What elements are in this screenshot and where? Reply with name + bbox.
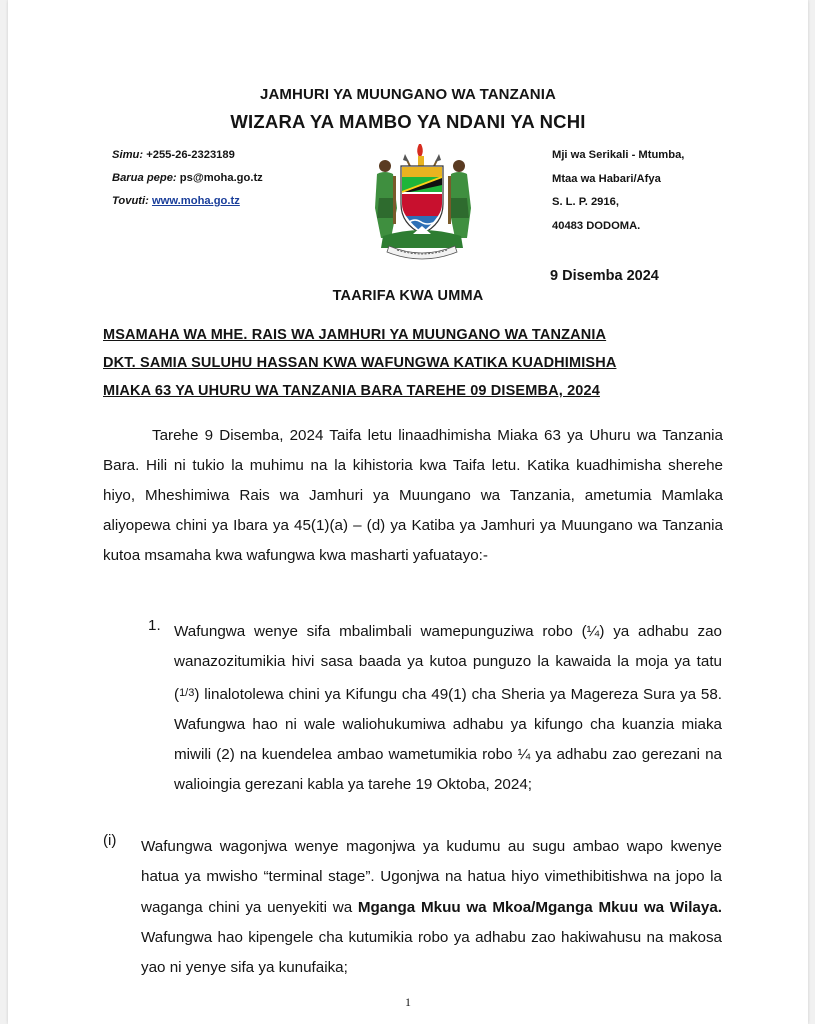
page-number: 1: [405, 995, 411, 1009]
republic-heading: JAMHURI YA MUUNGANO WA TANZANIA: [260, 86, 556, 103]
item-text: Wafungwa wenye sifa mbalimbali wamepunguziwa robo (¼) ya adhabu zao wanazozitumikia hivi sasa baada ya kutoa punguzo la kawaida la moja ya tatu (: [174, 623, 722, 703]
item-bold-text: Mganga Mkuu wa Mkoa/Mganga Mkuu wa Wilaya.: [357, 898, 722, 916]
item-text: ) linalotolewa chini ya Kifungu cha 49(1) cha Sheria ya Magereza Sura ya 58. Wafungwa hao ni wale waliohukumiwa adhabu ya kifungo cha kuanzia miaka miwili (2) na kuendelea ambao wametumikia robo ¼ ya adhabu zao gerezani na walioingia gerezani kabla ya tarehe 19 Oktoba, 2024;: [174, 685, 722, 794]
phone-label: Simu:: [112, 149, 144, 161]
address-line: Mji wa Serikali - Mtumba,: [552, 149, 685, 161]
email-line: [112, 167, 263, 190]
subject-line: DKT. SAMIA SULUHU HASSAN KWA WAFUNGWA KATIKA KUADHIMISHA: [103, 355, 617, 371]
document-page: [8, 0, 808, 1024]
list-item: [174, 617, 722, 801]
web-link[interactable]: www.moha.go.tz: [151, 195, 240, 207]
email-value[interactable]: ps@moha.go.tz: [179, 172, 263, 184]
subject-line: MIAKA 63 YA UHURU WA TANZANIA BARA TAREHE 09 DISEMBA, 2024: [103, 383, 600, 399]
item-text: Wafungwa wagonjwa wenye magonjwa ya kudumu au sugu ambao wapo kwenye hatua ya mwisho “terminal stage”. Ugonjwa na hatua hiyo vimethibitishwa na jopo la waganga chini ya uenyekiti wa: [141, 838, 722, 916]
subject-line: MSAMAHA WA MHE. RAIS WA JAMHURI YA MUUNGANO WA TANZANIA: [103, 327, 607, 343]
intro-paragraph: Tarehe 9 Disemba, 2024 Taifa letu linaadhimisha Miaka 63 ya Uhuru wa Tanzania Bara. Hili ni tukio la muhimu na la kihistoria kwa Taifa letu. Katika kuadhimisha sherehe hiyo, Mheshimiwa Rais wa Jamhuri ya Muungano wa Tanzania, ametumia Mamlaka aliyopewa chini ya Ibara ya 45(1)(a) – (d) ya Katiba ya Jamhuri ya Muungano wa Tanzania kutoa msamaha kwa wafungwa kwa masharti yafuatayo:-: [103, 427, 723, 564]
ministry-heading: WIZARA YA MAMBO YA NDANI YA NCHI: [230, 111, 586, 132]
item-number: 1.: [148, 617, 161, 634]
address-line: 40483 DODOMA.: [552, 219, 641, 232]
subject-heading: [103, 321, 723, 405]
address-block: [552, 144, 684, 238]
web-line: [112, 190, 263, 213]
phone-value: +255-26-2323189: [146, 149, 235, 161]
email-label: Barua pepe:: [112, 172, 177, 184]
fraction: 1/3: [179, 686, 195, 699]
list-item: [141, 832, 722, 983]
item-text: Wafungwa hao kipengele cha kutumikia robo ya adhabu zao hakiwahusu na makosa yao ni yenye sifa ya kunufaika;: [141, 928, 722, 977]
item-number: (i): [103, 832, 117, 849]
contact-block: [112, 144, 263, 213]
address-line: Mtaa wa Habari/Afya: [552, 172, 661, 185]
document-date: 9 Disemba 2024: [550, 268, 659, 284]
web-label: Tovuti:: [112, 195, 149, 207]
notice-title: TAARIFA KWA UMMA: [332, 288, 484, 304]
phone-line: [112, 144, 263, 167]
tanzania-coat-of-arms-icon: [363, 138, 481, 260]
address-line: S. L. P. 2916,: [552, 196, 619, 208]
